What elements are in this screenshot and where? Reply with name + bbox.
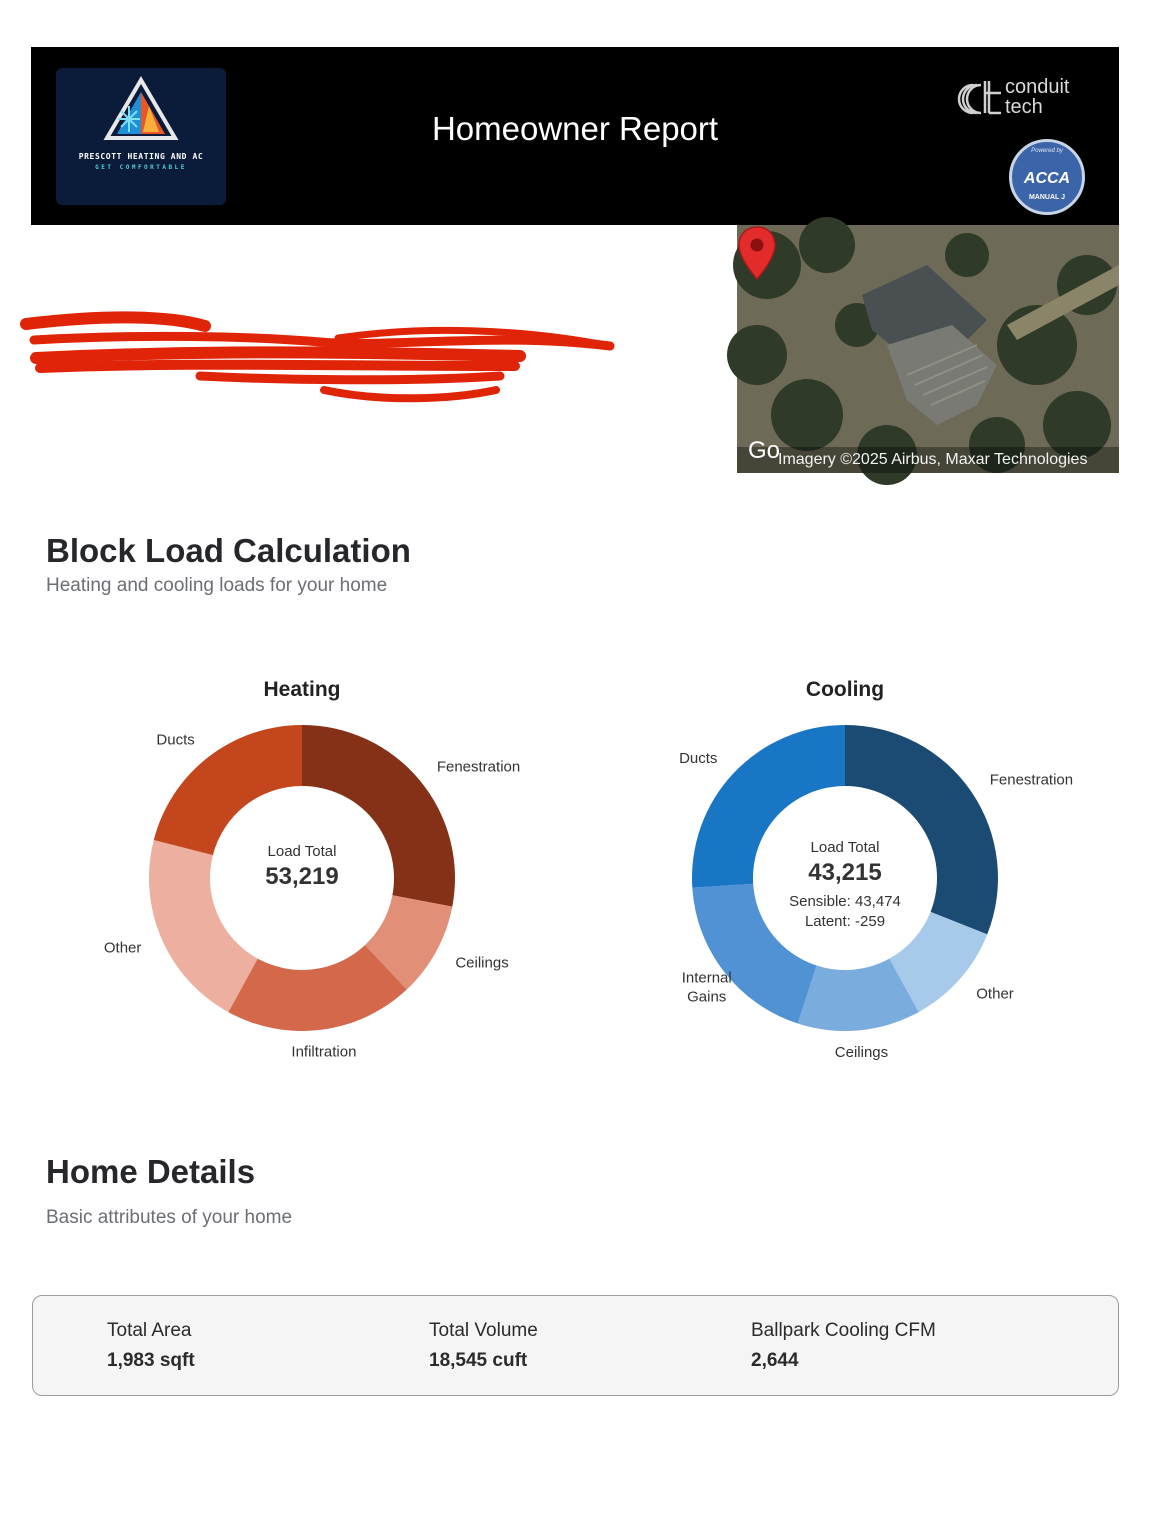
detail-ballpark-cooling-cfm: Ballpark Cooling CFM 2,644 — [751, 1320, 936, 1371]
heating-label-infiltration: Infiltration — [291, 1043, 357, 1061]
brand-name: PRESCOTT HEATING AND AC — [78, 152, 204, 161]
cooling-donut-svg — [643, 708, 1083, 1062]
cooling-chart-title: Cooling — [805, 678, 885, 701]
detail-total-volume: Total Volume 18,545 cuft — [429, 1320, 538, 1371]
heating-center-label: Load Total — [267, 843, 337, 860]
aerial-satellite-map — [737, 225, 1119, 473]
block-load-subtitle: Heating and cooling loads for your home — [46, 575, 388, 596]
cooling-label-ducts: Ducts — [679, 750, 718, 768]
google-watermark: Go — [748, 437, 781, 464]
conduit-tech-wordmark: conduit tech — [1005, 76, 1070, 118]
heating-label-fenestration: Fenestration — [436, 758, 521, 776]
location-pin-icon — [737, 225, 777, 281]
cooling-label-other: Other — [976, 985, 1014, 1003]
cooling-center-line-2: Latent: -259 — [804, 913, 886, 930]
cooling-label-fenestration: Fenestration — [989, 771, 1074, 789]
block-load-title: Block Load Calculation — [46, 532, 411, 569]
report-header — [31, 47, 1119, 225]
heating-label-other: Other — [103, 939, 142, 957]
cooling-center-label: Load Total — [810, 839, 880, 856]
cooling-center-total: 43,215 — [808, 859, 882, 886]
satellite-imagery — [737, 225, 1119, 473]
heating-label-ducts: Ducts — [156, 731, 195, 749]
imagery-credit: Imagery ©2025 Airbus, Maxar Technologies — [778, 451, 1088, 468]
cooling-label-ceilings: Ceilings — [834, 1044, 889, 1062]
heating-label-ceilings: Ceilings — [455, 954, 509, 972]
home-details-card — [32, 1295, 1119, 1396]
heating-center-total: 53,219 — [265, 863, 339, 890]
detail-total-area: Total Area 1,983 sqft — [107, 1320, 195, 1371]
redacted-address-scribble — [20, 306, 620, 410]
home-details-subtitle: Basic attributes of your home — [46, 1207, 293, 1228]
brand-tagline: GET COMFORTABLE — [95, 164, 187, 171]
conduit-tech-icon — [951, 79, 1003, 117]
heating-slice-other — [149, 840, 258, 1012]
heating-donut-svg — [100, 708, 521, 1061]
page-title: Homeowner Report — [431, 110, 719, 147]
cooling-center-line-1: Sensible: 43,474 — [789, 893, 901, 910]
heating-chart-title: Heating — [263, 678, 341, 701]
heating-donut-chart — [100, 678, 521, 1061]
acca-manual-j-badge: Powered by ACCA MANUAL J — [1009, 139, 1085, 215]
cooling-donut-chart — [643, 678, 1074, 1062]
home-details-title: Home Details — [46, 1153, 256, 1190]
conduit-tech-logo — [951, 77, 1091, 121]
cooling-label-internal-gains: Internal Gains — [681, 969, 732, 1006]
